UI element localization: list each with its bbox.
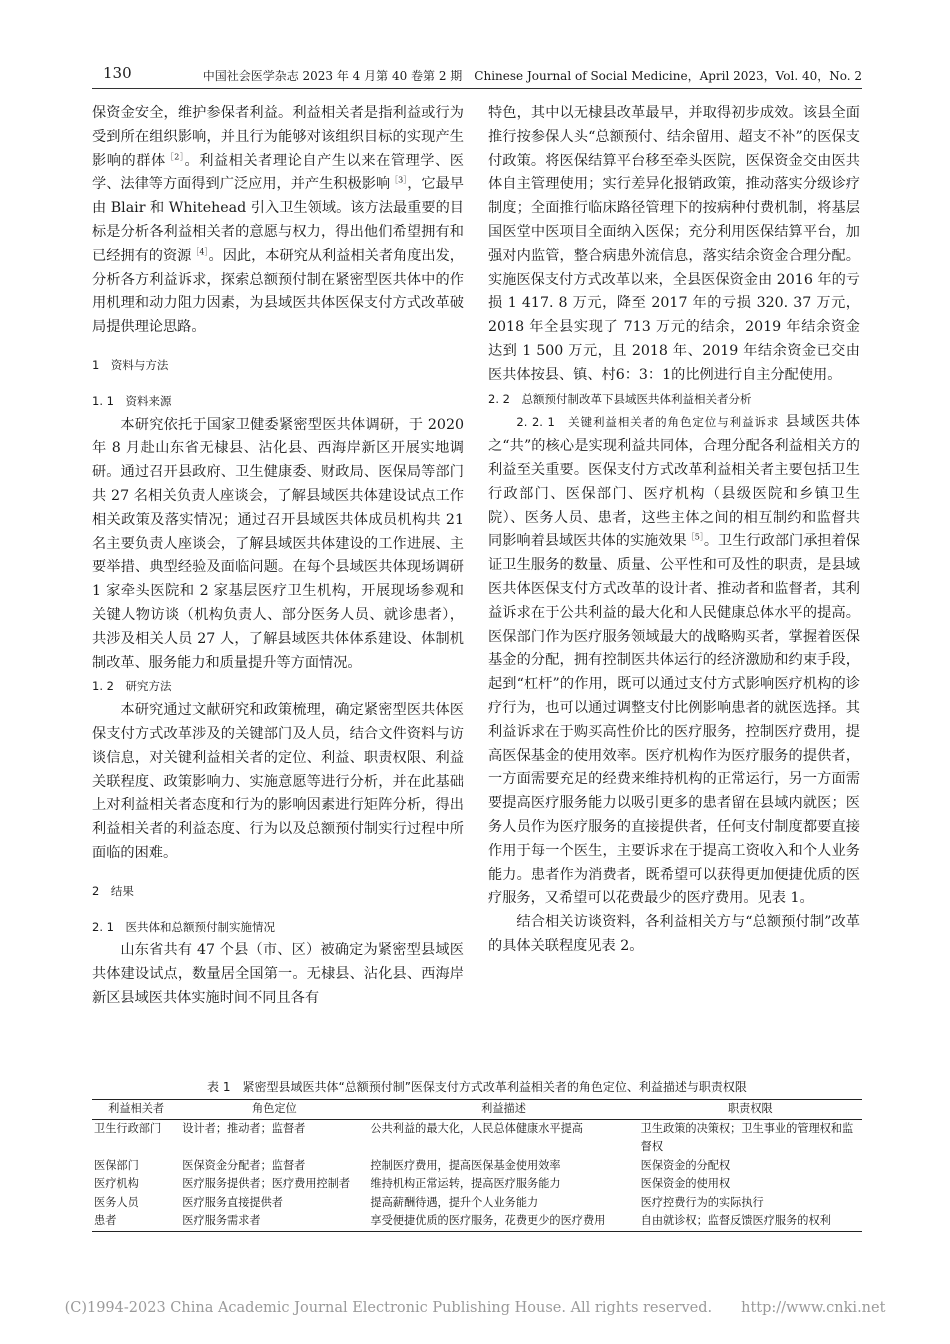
table-cell: 医疗服务直接提供者 — [182, 1195, 283, 1209]
table-row — [92, 1157, 862, 1176]
paragraph-methods: 本研究通过文献研究和政策梳理，确定紧密型医共体医保支付方式改革涉及的关键部门及人员，结合文件资料与访谈信息，对关键利益相关者的定位、利益、职责权限、利益关联程度、政策影响力、实施意愿等进行分析，并在此基础上对利益相关者态度和行为的影响因素进行矩阵分析，得出利益相关者的利益态度、行为以及总额预付制实行过程中所面临的困难。 — [92, 702, 464, 861]
table-cell: 医保资金的使用权 — [640, 1177, 731, 1190]
table-cell: 医保资金的分配权 — [640, 1158, 731, 1172]
table-cell: 享受便捷优质的医疗服务，花费更少的医疗费用 — [368, 1212, 638, 1231]
subsection-heading-1-1: 1. 1 资料来源 — [92, 393, 172, 408]
paragraph-implementation: 山东省共有 47 个县（市、区）被确定为紧密型县域医共体建设试点，数量居全国第一。无棣县、沾化县、西海岸新区县域医共体实施时间不同且各有 — [92, 942, 464, 1006]
table-cell: 控制医疗费用，提高医保基金使用效率 — [370, 1158, 561, 1172]
citation-5: ［5］ — [686, 532, 704, 542]
table-cell: 维持机构正常运转，提高医疗服务能力 — [370, 1177, 561, 1190]
table-cell: 医保资金分配者；监督者 — [182, 1158, 306, 1172]
paragraph-implementation-continued: 特色，其中以无棣县改革最早，并取得初步成效。该县全面推行按参保人头“总额预付、结余留用、超支不补”的医保支付政策。将医保结算平台移至牵头医院，医保资金交由医共体自主管理使用；实行差异化报销政策，推动落实分级诊疗制度；全面推行临床路径管理下的按病种付费机制，将基层国医堂中医项目全面纳入医保；充分利用医保结算平台，加强对内监管，整合病患外流信息，落实结余资金合理分配。实施医保支付方式改革以来，全县医保资金由 2016 年的亏损 1 417. 8 万元，降至 2017 年的亏损 320. 37 万元，2018 年全县实现了 713 万元的结余，2019 年结余资金达到 1 500 万元，且 2018 年、2019 年结余资金已交由医共体按县、镇、村6：3：1的比例进行自主分配使用。 — [488, 105, 860, 383]
citation-3: ［3］ — [390, 175, 408, 185]
table-header-cell: 利益描述 — [368, 1100, 638, 1120]
table-header-cell: 角色定位 — [180, 1100, 368, 1120]
right-column — [488, 102, 860, 959]
table-row — [92, 1175, 862, 1194]
paragraph-table2-reference: 结合相关访谈资料，各利益相关方与“总额预付制”改革的具体关联程度见表 2。 — [488, 914, 860, 954]
section-heading-1: 1 资料与方法 — [92, 357, 169, 372]
copyright-footer: (C)1994-2023 China Academic Journal Electronic Publishing House. All rights reserved. http://www.cnki.net — [64, 1300, 886, 1316]
running-header: 中国社会医学杂志 2023 年 4 月第 40 卷第 2 期 Chinese Journal of Social Medicine，April 2023，Vol. 40，No. 2 — [202, 69, 862, 83]
subsubsection-heading-2-2-1: 2. 2. 1 关键利益相关者的角色定位与利益诉求 — [516, 415, 780, 430]
citation-4: ［4］ — [191, 247, 209, 257]
table-cell: 医疗控费行为的实际执行 — [640, 1195, 764, 1209]
table-cell: 公共利益的最大化，人民总体健康水平提高 — [370, 1121, 583, 1135]
paragraph-data-source: 本研究依托于国家卫健委紧密型医共体调研，于 2020 年 8 月赴山东省无棣县、沾化县、西海岸新区开展实地调研。通过召开县政府、卫生健康委、财政局、医保局等部门共 27 名相关负责人座谈会，了解县域医共体建设试点工作相关政策及落实情况；通过召开县域医共体成员机构共 21 名主要负责人座谈会，了解县域医共体建设的工作进展、主要举措、典型经验及面临问题。在每个县域医共体现场调研 1 家牵头医院和 2 家基层医疗卫生机构，开展现场参观和关键人物访谈（机构负责人、部分医务人员、就诊患者），共涉及相关人员 27 人，了解县域医共体体系建设、体制机制改革、服务能力和质量提升等方面情况。 — [92, 416, 464, 671]
subsection-heading-1-2: 1. 2 研究方法 — [92, 679, 172, 694]
table-cell: 医保部门 — [94, 1158, 139, 1172]
table-row — [92, 1194, 862, 1213]
citation-2: ［2］ — [165, 151, 185, 161]
table-cell: 医疗机构 — [94, 1177, 139, 1190]
left-column — [92, 102, 464, 1011]
subsection-heading-2-2: 2. 2 总额预付制改革下县域医共体利益相关者分析 — [488, 391, 752, 406]
table-cell: 患者 — [92, 1212, 180, 1231]
page-number: 130 — [103, 64, 132, 82]
table-row — [92, 1119, 862, 1157]
header-rule — [92, 88, 862, 89]
paragraph-intro-continued: 保资金安全，维护参保者利益。利益相关者是指利益或行为受到所在组织影响，并且行为能够对该组织目标的实现产生影响的群体$^{[2]}$。利益相关者理论自产生以来在管理学、医学、法律等方面得到广泛应用，并产生积极影响$^{[3]}$，它最早由 Blair 和 Whitehead 引入卫生领域。该方法最重要的目标是分析各利益相关者的意愿与权力，得出他们希望拥有和已经拥有的资源$^{[4]}$。因此，本研究从利益相关者角度出发，分析各方利益诉求，探索总额预付制在紧密型医共体中的作用机理和动力阻力因素，为县域医共体医保支付方式改革破局提供理论思路。 — [92, 105, 464, 336]
table-cell: 医疗服务提供者；医疗费用控制者 — [182, 1177, 351, 1190]
table-header-row — [92, 1100, 862, 1120]
table-cell: 卫生行政部门 — [94, 1121, 162, 1135]
table-cell: 自由就诊权；监督反馈医疗服务的权利 — [639, 1212, 862, 1231]
table-header-cell: 利益相关者 — [92, 1100, 180, 1120]
table-header-cell: 职责权限 — [639, 1100, 862, 1120]
table-cell: 提高薪酬待遇，提升个人业务能力 — [370, 1195, 539, 1209]
table-row — [92, 1212, 862, 1231]
section-heading-2: 2 结果 — [92, 883, 134, 898]
table-1-caption: 表 1 紧密型县域医共体“总额预付制”医保支付方式改革利益相关者的角色定位、利益描述与职责权限 — [207, 1080, 747, 1094]
table-1 — [92, 1099, 862, 1232]
table-cell: 医务人员 — [94, 1195, 139, 1209]
subsection-heading-2-1: 2. 1 医共体和总额预付制实施情况 — [92, 919, 275, 934]
paragraph-stakeholders: 2. 2. 1 关键利益相关者的角色定位与利益诉求 县域医共体之“共”的核心是实现利益共同体，合理分配各利益相关方的利益至关重要。医保支付方式改革利益相关者主要包括卫生行政部门、医保部门、医疗机构（县级医院和乡镇卫生院）、医务人员、患者，这些主体之间的相互制约和监督共同影响着县域医共体的实施效果$^{[5]}$。卫生行政部门承担着保证卫生服务的数量、质量、公平性和可及性的职责，是县域医共体医保支付方式改革的设计者、推动者和监督者，其利益诉求在于公共利益的最大化和人民健康总体水平的提高。医保部门作为医疗服务领域最大的战略购买者，掌握着医保基金的分配，拥有控制医共体运行的经济激励和约束手段，起到“杠杆”的作用，既可以通过支付方式影响医疗机构的诊疗行为，也可以通过调整支付比例影响患者的就医选择。其利益诉求在于购买高性价比的医疗服务，控制医疗费用，提高医保基金的使用效率。医疗机构作为医疗服务的提供者，一方面需要充足的经费来维持机构的正常运行，另一方面需要提高医疗服务能力以吸引更多的患者留在县域内就医；医务人员作为医疗服务的直接提供者，任何支付制度都要直接作用于每一个医生，主要诉求在于提高工资收入和个人业务能力。患者作为消费者，既希望可以获得更加便捷优质的医疗服务，又希望可以花费最少的医疗费用。见表 1。 — [488, 414, 860, 907]
table-cell: 医疗服务需求者 — [180, 1212, 368, 1231]
table-cell: 卫生政策的决策权；卫生事业的管理权和监督权 — [640, 1121, 854, 1153]
table-cell: 设计者；推动者；监督者 — [182, 1121, 306, 1135]
